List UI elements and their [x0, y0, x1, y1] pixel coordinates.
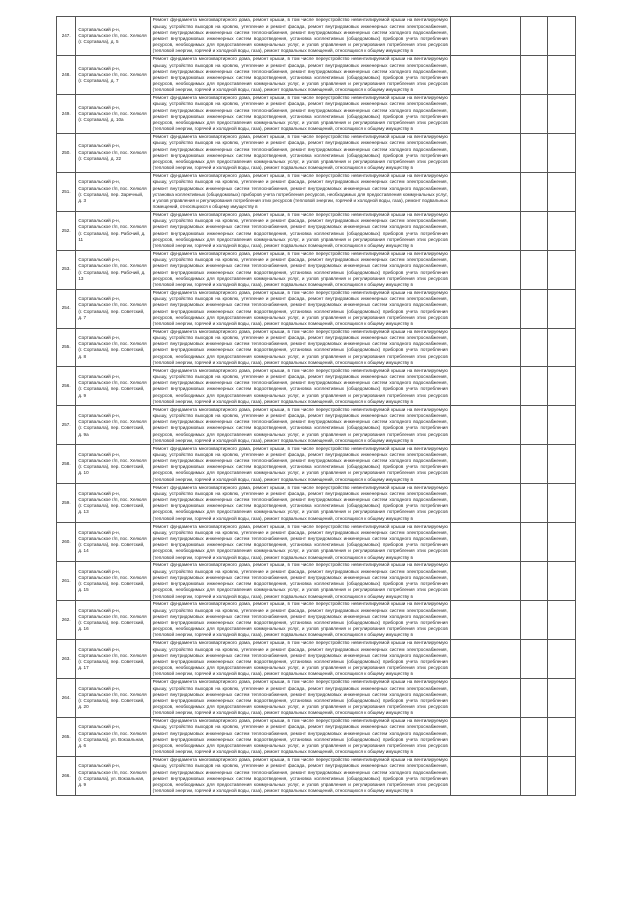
- works-text: Ремонт фундамента многоквартирного дома, ремонт крыши, в том числе переустройство невентилируемой крыши на вентилируемую крышу, устройство выходов на кровлю, утепление и ремонт фасада, ремонт внутридомовых инженерных систем электроснабжения, ремонт внутридомовых инженерных систем теплоснабжения, ремонт внутридомовых инженерных систем холодного водоснабжения, ремонт внутридомовых инженерных систем водоотведения, установка коллективных (общедомовых) приборов учета потребления ресурсов, необходимых для предоставления коммунальных услуг, и узлов управления и регулирования потребления этих ресурсов (тепловой энергии, горячей и холодной воды, газа), ремонт подвальных помещений, относящихся к общему имуществу в: [152, 17, 448, 54]
- address-cell: [76, 250, 150, 289]
- address: Сортавальское г/п, пос. Хелюля (г. Сортавала), пер. Советский, д. 20: [78, 691, 147, 710]
- year-value: [548, 678, 576, 717]
- settlement: Сортавальский р-н,: [78, 490, 120, 496]
- cadastral-value: [450, 211, 520, 250]
- address: Сортавальское г/п, пос. Хелюля (г. Сортавала), ул. Вокзальная, д. 9: [78, 769, 147, 787]
- year-value: [521, 406, 548, 445]
- address: Сортавальское г/п, пос. Хелюля (г. Сортавала), пер. Заречный, д. 3: [78, 185, 147, 203]
- address-cell: [76, 17, 150, 56]
- year-value: [521, 756, 548, 795]
- works-text: Ремонт фундамента многоквартирного дома, ремонт крыши, в том числе переустройство невентилируемой крыши на вентилируемую крышу, устройство выходов на кровлю, утепление и ремонт фасада, ремонт внутридомовых инженерных систем электроснабжения, ремонт внутридомовых инженерных систем теплоснабжения, ремонт внутридомовых инженерных систем холодного водоснабжения, ремонт внутридомовых инженерных систем водоотведения, установка коллективных (общедомовых) приборов учета потребления ресурсов, необходимых для предоставления коммунальных услуг, и узлов управления и регулирования потребления этих ресурсов (тепловой энергии, горячей и холодной воды, газа), ремонт подвальных помещений, относящихся к общему имуществу в: [152, 328, 448, 365]
- works-description: [150, 406, 450, 445]
- year-value: [548, 445, 576, 484]
- row-number: 261.: [57, 562, 76, 601]
- table-row: [57, 367, 576, 406]
- settlement: Сортавальский р-н,: [78, 257, 120, 263]
- year-value: [548, 640, 576, 679]
- year-value: [521, 172, 548, 211]
- works-description: [150, 367, 450, 406]
- year-value: [548, 756, 576, 795]
- works-description: [150, 717, 450, 756]
- address-cell: [76, 523, 150, 562]
- settlement: Сортавальский р-н,: [78, 296, 120, 302]
- year-value: [548, 250, 576, 289]
- works-description: [150, 211, 450, 250]
- works-text: Ремонт фундамента многоквартирного дома, ремонт крыши, в том числе переустройство невентилируемой крыши на вентилируемую крышу, устройство выходов на кровлю, утепление и ремонт фасада, ремонт внутридомовых инженерных систем электроснабжения, ремонт внутридомовых инженерных систем теплоснабжения, ремонт внутридомовых инженерных систем холодного водоснабжения, ремонт внутридомовых инженерных систем водоотведения, установка коллективных (общедомовых) приборов учета потребления ресурсов, необходимых для предоставления коммунальных услуг, и узлов управления и регулирования потребления этих ресурсов (тепловой энергии, горячей и холодной воды, газа), ремонт подвальных помещений, относящихся к общему имуществу в: [152, 134, 448, 171]
- year-value: [521, 640, 548, 679]
- year-value: [521, 94, 548, 133]
- row-number: 262.: [57, 601, 76, 640]
- address: Сортавальское г/п, пос. Хелюля (г. Сортавала), пер. Советский, д. 7: [78, 302, 147, 320]
- table-row: [57, 717, 576, 756]
- year-value: [521, 484, 548, 523]
- settlement: Сортавальский р-н,: [78, 451, 120, 457]
- cadastral-value: [450, 17, 520, 56]
- address: Сортавальское г/п, пос. Хелюля (г. Сортавала), пер. Советский, д. 17: [78, 652, 147, 671]
- address-cell: [76, 562, 150, 601]
- settlement: Сортавальский р-н,: [78, 607, 120, 613]
- table-row: [57, 562, 576, 601]
- works-description: [150, 523, 450, 562]
- year-value: [548, 523, 576, 562]
- capital-repair-table: [56, 16, 576, 796]
- cadastral-value: [450, 601, 520, 640]
- works-text: Ремонт фундамента многоквартирного дома, ремонт крыши, в том числе переустройство невентилируемой крыши на вентилируемую крышу, устройство выходов на кровлю, утепление и ремонт фасада, ремонт внутридомовых инженерных систем электроснабжения, ремонт внутридомовых инженерных систем теплоснабжения, ремонт внутридомовых инженерных систем холодного водоснабжения, ремонт внутридомовых инженерных систем водоотведения, установка коллективных (общедомовых) приборов учета потребления ресурсов, необходимых для предоставления коммунальных услуг, и узлов управления и регулирования потребления этих ресурсов (тепловой энергии, горячей и холодной воды, газа), ремонт подвальных помещений, относящихся к общему имуществу в: [152, 445, 448, 482]
- address: Сортавальское г/п, пос. Хелюля (г. Сортавала), д. 7: [78, 71, 147, 83]
- works-description: [150, 17, 450, 56]
- year-value: [521, 523, 548, 562]
- address-cell: [76, 445, 150, 484]
- address-cell: [76, 289, 150, 328]
- row-number: 259.: [57, 484, 76, 523]
- year-value: [521, 445, 548, 484]
- address-cell: [76, 406, 150, 445]
- table-row: [57, 445, 576, 484]
- address-cell: [76, 172, 150, 211]
- address: Сортавальское г/п, пос. Хелюля (г. Сортавала), пер. Советский, д. 13: [78, 497, 147, 515]
- address: Сортавальское г/п, пос. Хелюля (г. Сортавала), пер. Советский, д. 8: [78, 341, 147, 359]
- table-row: [57, 94, 576, 133]
- settlement: Сортавальский р-н,: [78, 26, 120, 32]
- works-description: [150, 172, 450, 211]
- row-number: 256.: [57, 367, 76, 406]
- works-description: [150, 289, 450, 328]
- address-cell: [76, 717, 150, 756]
- year-value: [548, 211, 576, 250]
- table-body: [57, 17, 576, 796]
- table-row: [57, 678, 576, 717]
- works-text: Ремонт фундамента многоквартирного дома, ремонт крыши, в том числе переустройство невентилируемой крыши на вентилируемую крышу, устройство выходов на кровлю, утепление и ремонт фасада, ремонт внутридомовых инженерных систем электроснабжения, ремонт внутридомовых инженерных систем теплоснабжения, ремонт внутридомовых инженерных систем холодного водоснабжения, ремонт внутридомовых инженерных систем водоотведения, установка коллективных (общедомовых) приборов учета потребления ресурсов, необходимых для предоставления коммунальных услуг, и узлов управления и регулирования потребления этих ресурсов (тепловой энергии, горячей и холодной воды, газа), ремонт подвальных помещений, относящихся к общему имуществу в: [152, 212, 448, 249]
- row-number: 252.: [57, 211, 76, 250]
- table-row: [57, 601, 576, 640]
- address: Сортавальское г/п, пос. Хелюля (г. Сортавала), пер. Советский, д. 9: [78, 380, 147, 398]
- row-number: 250.: [57, 133, 76, 172]
- cadastral-value: [450, 250, 520, 289]
- works-description: [150, 133, 450, 172]
- works-text: Ремонт фундамента многоквартирного дома, ремонт крыши, в том числе переустройство невентилируемой крыши на вентилируемую крышу, устройство выходов на кровлю, утепление и ремонт фасада, ремонт внутридомовых инженерных систем электроснабжения, ремонт внутридомовых инженерных систем теплоснабжения, ремонт внутридомовых инженерных систем холодного водоснабжения, установка коллективных (общедомовых) приборов учета потребления ресурсов, необходимых для предоставления коммунальных услуг, и узлов управления и регулирования потребления этих ресурсов (тепловой энергии, горячей и холодной воды, газа), ремонт подвальных помещений, относящихся к общему имуществу в: [152, 173, 448, 210]
- works-text: Ремонт фундамента многоквартирного дома, ремонт крыши, в том числе переустройство невентилируемой крыши на вентилируемую крышу, устройство выходов на кровлю, утепление и ремонт фасада, ремонт внутридомовых инженерных систем электроснабжения, ремонт внутридомовых инженерных систем теплоснабжения, ремонт внутридомовых инженерных систем холодного водоснабжения, ремонт внутридомовых инженерных систем водоотведения, установка коллективных (общедомовых) приборов учета потребления ресурсов, необходимых для предоставления коммунальных услуг, и узлов управления и регулирования потребления этих ресурсов (тепловой энергии, горячей и холодной воды, газа), ремонт подвальных помещений, относящихся к общему имуществу в: [152, 250, 448, 287]
- settlement: Сортавальский р-н,: [78, 335, 120, 341]
- address: Сортавальское г/п, пос. Хелюля (г. Сортавала), пер. Советский, д. 10: [78, 458, 147, 476]
- row-number: 251.: [57, 172, 76, 211]
- address: Сортавальское г/п, пос. Хелюля (г. Сортавала), д. 10а: [78, 110, 147, 122]
- row-number: 247.: [57, 17, 76, 56]
- address: Сортавальское г/п, пос. Хелюля (г. Сортавала), пер. Рабочий, д. 11: [78, 224, 147, 242]
- year-value: [521, 133, 548, 172]
- row-number: 248.: [57, 55, 76, 94]
- works-description: [150, 756, 450, 795]
- address-cell: [76, 640, 150, 679]
- table-row: [57, 640, 576, 679]
- settlement: Сортавальский р-н,: [78, 143, 120, 149]
- year-value: [548, 562, 576, 601]
- table-row: [57, 289, 576, 328]
- row-number: 257.: [57, 406, 76, 445]
- works-text: Ремонт фундамента многоквартирного дома, ремонт крыши, в том числе переустройство невентилируемой крыши на вентилируемую крышу, устройство выходов на кровлю, утепление и ремонт фасада, ремонт внутридомовых инженерных систем электроснабжения, ремонт внутридомовых инженерных систем теплоснабжения, ремонт внутридомовых инженерных систем холодного водоснабжения, ремонт внутридомовых инженерных систем водоотведения, установка коллективных (общедомовых) приборов учета потребления ресурсов, необходимых для предоставления коммунальных услуг, и узлов управления и регулирования потребления этих ресурсов (тепловой энергии, горячей и холодной воды, газа), ремонт подвальных помещений, относящихся к общему имуществу в: [152, 679, 448, 716]
- cadastral-value: [450, 678, 520, 717]
- address: Сортавальское г/п, пос. Хелюля (г. Сортавала), д. 22: [78, 149, 147, 161]
- works-text: Ремонт фундамента многоквартирного дома, ремонт крыши, в том числе переустройство невентилируемой крыши на вентилируемую крышу, устройство выходов на кровлю, утепление и ремонт фасада, ремонт внутридомовых инженерных систем электроснабжения, ремонт внутридомовых инженерных систем теплоснабжения, ремонт внутридомовых инженерных систем холодного водоснабжения, ремонт внутридомовых инженерных систем водоотведения, установка коллективных (общедомовых) приборов учета потребления ресурсов, необходимых для предоставления коммунальных услуг, и узлов управления и регулирования потребления этих ресурсов (тепловой энергии, горячей и холодной воды, газа), ремонт подвальных помещений, относящихся к общему имуществу в: [152, 757, 448, 794]
- address-cell: [76, 367, 150, 406]
- works-description: [150, 250, 450, 289]
- year-value: [548, 289, 576, 328]
- cadastral-value: [450, 55, 520, 94]
- works-text: Ремонт фундамента многоквартирного дома, ремонт крыши, в том числе переустройство невентилируемой крыши на вентилируемую крышу, устройство выходов на кровлю, утепление и ремонт фасада, ремонт внутридомовых инженерных систем электроснабжения, ремонт внутридомовых инженерных систем теплоснабжения, ремонт внутридомовых инженерных систем холодного водоснабжения, ремонт внутридомовых инженерных систем водоотведения, установка коллективных (общедомовых) приборов учета потребления ресурсов, необходимых для предоставления коммунальных услуг, и узлов управления и регулирования потребления этих ресурсов (тепловой энергии, горячей и холодной воды, газа), ремонт подвальных помещений, относящихся к общему имуществу в: [152, 484, 448, 521]
- address-cell: [76, 756, 150, 795]
- works-text: Ремонт фундамента многоквартирного дома, ремонт крыши, в том числе переустройство невентилируемой крыши на вентилируемую крышу, устройство выходов на кровлю, утепление и ремонт фасада, ремонт внутридомовых инженерных систем электроснабжения, ремонт внутридомовых инженерных систем теплоснабжения, ремонт внутридомовых инженерных систем холодного водоснабжения, ремонт внутридомовых инженерных систем водоотведения, установка коллективных (общедомовых) приборов учета потребления ресурсов, необходимых для предоставления коммунальных услуг, и узлов управления и регулирования потребления этих ресурсов (тепловой энергии, горячей и холодной воды, газа), ремонт подвальных помещений, относящихся к общему имуществу в: [152, 367, 448, 404]
- works-description: [150, 55, 450, 94]
- row-number: 260.: [57, 523, 76, 562]
- address: Сортавальское г/п, пос. Хелюля (г. Сортавала), пер. Советский, д. 14: [78, 535, 147, 554]
- settlement: Сортавальский р-н,: [78, 179, 120, 185]
- works-description: [150, 94, 450, 133]
- cadastral-value: [450, 406, 520, 445]
- year-value: [521, 55, 548, 94]
- cadastral-value: [450, 484, 520, 523]
- works-description: [150, 678, 450, 717]
- cadastral-value: [450, 523, 520, 562]
- address-cell: [76, 133, 150, 172]
- table-row: [57, 133, 576, 172]
- address-cell: [76, 678, 150, 717]
- settlement: Сортавальский р-н,: [78, 685, 120, 691]
- year-value: [548, 172, 576, 211]
- table-row: [57, 756, 576, 795]
- table-row: [57, 484, 576, 523]
- year-value: [548, 94, 576, 133]
- year-value: [548, 55, 576, 94]
- address: Сортавальское г/п, пос. Хелюля (г. Сортавала), пер. Советский, д. 15: [78, 574, 147, 593]
- settlement: Сортавальский р-н,: [78, 724, 120, 730]
- address-cell: [76, 94, 150, 133]
- address-cell: [76, 211, 150, 250]
- address-cell: [76, 328, 150, 367]
- address: Сортавальское г/п, пос. Хелюля (г. Сортавала), д. 5: [78, 32, 147, 45]
- row-number: 249.: [57, 94, 76, 133]
- address: Сортавальское г/п, пос. Хелюля (г. Сортавала), ул. Вокзальная, д. 6: [78, 730, 147, 749]
- settlement: Сортавальский р-н,: [78, 646, 120, 652]
- year-value: [548, 717, 576, 756]
- cadastral-value: [450, 640, 520, 679]
- year-value: [521, 601, 548, 640]
- year-value: [548, 406, 576, 445]
- row-number: 265.: [57, 717, 76, 756]
- year-value: [521, 562, 548, 601]
- row-number: 258.: [57, 445, 76, 484]
- row-number: 263.: [57, 640, 76, 679]
- row-number: 255.: [57, 328, 76, 367]
- address-cell: [76, 484, 150, 523]
- year-value: [521, 211, 548, 250]
- settlement: Сортавальский р-н,: [78, 529, 120, 535]
- cadastral-value: [450, 367, 520, 406]
- year-value: [548, 17, 576, 56]
- row-number: 253.: [57, 250, 76, 289]
- year-value: [521, 367, 548, 406]
- cadastral-value: [450, 562, 520, 601]
- address: Сортавальское г/п, пос. Хелюля (г. Сортавала), пер. Советский, д. 16: [78, 613, 147, 632]
- table-row: [57, 211, 576, 250]
- row-number: 254.: [57, 289, 76, 328]
- works-text: Ремонт фундамента многоквартирного дома, ремонт крыши, в том числе переустройство невентилируемой крыши на вентилируемую крышу, устройство выходов на кровлю, утепление и ремонт фасада, ремонт внутридомовых инженерных систем электроснабжения, ремонт внутридомовых инженерных систем теплоснабжения, ремонт внутридомовых инженерных систем холодного водоснабжения, ремонт внутридомовых инженерных систем водоотведения, установка коллективных (общедомовых) приборов учета потребления ресурсов, необходимых для предоставления коммунальных услуг, и узлов управления и регулирования потребления этих ресурсов (тепловой энергии, горячей и холодной воды, газа), ремонт подвальных помещений, относящихся к общему имуществу в: [152, 406, 448, 443]
- year-value: [548, 601, 576, 640]
- cadastral-value: [450, 94, 520, 133]
- works-text: Ремонт фундамента многоквартирного дома, ремонт крыши, в том числе переустройство невентилируемой крыши на вентилируемую крышу, устройство выходов на кровлю, утепление и ремонт фасада, ремонт внутридомовых инженерных систем электроснабжения, ремонт внутридомовых инженерных систем теплоснабжения, ремонт внутридомовых инженерных систем холодного водоснабжения, ремонт внутридомовых инженерных систем водоотведения, установка коллективных (общедомовых) приборов учета потребления ресурсов, необходимых для предоставления коммунальных услуг, и узлов управления и регулирования потребления этих ресурсов (тепловой энергии, горячей и холодной воды, газа), ремонт подвальных помещений, относящихся к общему имуществу в: [152, 523, 448, 560]
- year-value: [521, 250, 548, 289]
- cadastral-value: [450, 445, 520, 484]
- works-description: [150, 601, 450, 640]
- settlement: Сортавальский р-н,: [78, 65, 120, 71]
- table-row: [57, 523, 576, 562]
- cadastral-value: [450, 289, 520, 328]
- settlement: Сортавальский р-н,: [78, 412, 120, 418]
- works-description: [150, 562, 450, 601]
- cadastral-value: [450, 133, 520, 172]
- works-description: [150, 445, 450, 484]
- works-text: Ремонт фундамента многоквартирного дома, ремонт крыши, в том числе переустройство невентилируемой крыши на вентилируемую крышу, устройство выходов на кровлю, утепление и ремонт фасада, ремонт внутридомовых инженерных систем электроснабжения, ремонт внутридомовых инженерных систем теплоснабжения, ремонт внутридомовых инженерных систем холодного водоснабжения, ремонт внутридомовых инженерных систем водоотведения, установка коллективных (общедомовых) приборов учета потребления ресурсов, необходимых для предоставления коммунальных услуг, и узлов управления и регулирования потребления этих ресурсов (тепловой энергии, горячей и холодной воды, газа), ремонт подвальных помещений, относящихся к общему имуществу в: [152, 289, 448, 326]
- cadastral-value: [450, 717, 520, 756]
- works-text: Ремонт фундамента многоквартирного дома, ремонт крыши, в том числе переустройство невентилируемой крыши на вентилируемую крышу, устройство выходов на кровлю, утепление и ремонт фасада, ремонт внутридомовых инженерных систем электроснабжения, ремонт внутридомовых инженерных систем теплоснабжения, ремонт внутридомовых инженерных систем холодного водоснабжения, ремонт внутридомовых инженерных систем водоотведения, установка коллективных (общедомовых) приборов учета потребления ресурсов, необходимых для предоставления коммунальных услуг, и узлов управления и регулирования потребления этих ресурсов (тепловой энергии, горячей и холодной воды, газа), ремонт подвальных помещений, относящихся к общему имуществу в: [152, 718, 448, 755]
- address: Сортавальское г/п, пос. Хелюля (г. Сортавала), пер. Советский, д. 9а: [78, 419, 147, 437]
- year-value: [548, 484, 576, 523]
- table-row: [57, 406, 576, 445]
- works-text: Ремонт фундамента многоквартирного дома, ремонт крыши, в том числе переустройство невентилируемой крыши на вентилируемую крышу, устройство выходов на кровлю, утепление и ремонт фасада, ремонт внутридомовых инженерных систем электроснабжения, ремонт внутридомовых инженерных систем теплоснабжения, ремонт внутридомовых инженерных систем холодного водоснабжения, ремонт внутридомовых инженерных систем водоотведения, установка коллективных (общедомовых) приборов учета потребления ресурсов, необходимых для предоставления коммунальных услуг, и узлов управления и регулирования потребления этих ресурсов (тепловой энергии, горячей и холодной воды, газа), ремонт подвальных помещений, относящихся к общему имуществу в: [152, 562, 448, 599]
- year-value: [521, 678, 548, 717]
- works-text: Ремонт фундамента многоквартирного дома, ремонт крыши, в том числе переустройство невентилируемой крыши на вентилируемую крышу, устройство выходов на кровлю, утепление и ремонт фасада, ремонт внутридомовых инженерных систем электроснабжения, ремонт внутридомовых инженерных систем теплоснабжения, ремонт внутридомовых инженерных систем холодного водоснабжения, ремонт внутридомовых инженерных систем водоотведения, установка коллективных (общедомовых) приборов учета потребления ресурсов, необходимых для предоставления коммунальных услуг, и узлов управления и регулирования потребления этих ресурсов (тепловой энергии, горячей и холодной воды, газа), ремонт подвальных помещений, относящихся к общему имуществу в: [152, 56, 448, 93]
- row-number: 266.: [57, 756, 76, 795]
- table-row: [57, 328, 576, 367]
- settlement: Сортавальский р-н,: [78, 104, 120, 110]
- works-description: [150, 328, 450, 367]
- address-cell: [76, 601, 150, 640]
- settlement: Сортавальский р-н,: [78, 374, 120, 379]
- year-value: [521, 717, 548, 756]
- year-value: [548, 328, 576, 367]
- settlement: Сортавальский р-н,: [78, 568, 120, 574]
- year-value: [548, 367, 576, 406]
- works-text: Ремонт фундамента многоквартирного дома, ремонт крыши, в том числе переустройство невентилируемой крыши на вентилируемую крышу, устройство выходов на кровлю, утепление и ремонт фасада, ремонт внутридомовых инженерных систем электроснабжения, ремонт внутридомовых инженерных систем теплоснабжения, ремонт внутридомовых инженерных систем холодного водоснабжения, ремонт внутридомовых инженерных систем водоотведения, установка коллективных (общедомовых) приборов учета потребления ресурсов, необходимых для предоставления коммунальных услуг, и узлов управления и регулирования потребления этих ресурсов (тепловой энергии, горячей и холодной воды, газа), ремонт подвальных помещений, относящихся к общему имуществу в: [152, 601, 448, 638]
- settlement: Сортавальский р-н,: [78, 218, 120, 224]
- table-row: [57, 250, 576, 289]
- year-value: [548, 133, 576, 172]
- works-description: [150, 484, 450, 523]
- year-value: [521, 289, 548, 328]
- table-row: [57, 55, 576, 94]
- works-text: Ремонт фундамента многоквартирного дома, ремонт крыши, в том числе переустройство невентилируемой крыши на вентилируемую крышу, устройство выходов на кровлю, утепление и ремонт фасада, ремонт внутридомовых инженерных систем электроснабжения, ремонт внутридомовых инженерных систем теплоснабжения, ремонт внутридомовых инженерных систем холодного водоснабжения, ремонт внутридомовых инженерных систем водоотведения, установка коллективных (общедомовых) приборов учета потребления ресурсов, необходимых для предоставления коммунальных услуг, и узлов управления и регулирования потребления этих ресурсов (тепловой энергии, горячей и холодной воды, газа), ремонт подвальных помещений, относящихся к общему имуществу в: [152, 640, 448, 677]
- address: Сортавальское г/п, пос. Хелюля (г. Сортавала), пер. Рабочий, д. 13: [78, 263, 147, 281]
- cadastral-value: [450, 328, 520, 367]
- table-row: [57, 17, 576, 56]
- cadastral-value: [450, 756, 520, 795]
- settlement: Сортавальский р-н,: [78, 763, 120, 769]
- address-cell: [76, 55, 150, 94]
- works-description: [150, 640, 450, 679]
- year-value: [521, 17, 548, 56]
- cadastral-value: [450, 172, 520, 211]
- year-value: [521, 328, 548, 367]
- row-number: 264.: [57, 678, 76, 717]
- works-text: Ремонт фундамента многоквартирного дома, ремонт крыши, в том числе переустройство невентилируемой крыши на вентилируемую крышу, устройство выходов на кровлю, утепление и ремонт фасада, ремонт внутридомовых инженерных систем электроснабжения, ремонт внутридомовых инженерных систем теплоснабжения, ремонт внутридомовых инженерных систем холодного водоснабжения, ремонт внутридомовых инженерных систем водоотведения, установка коллективных (общедомовых) приборов учета потребления ресурсов, необходимых для предоставления коммунальных услуг, и узлов управления и регулирования потребления этих ресурсов (тепловой энергии, горячей и холодной воды, газа), ремонт подвальных помещений, относящихся к общему имуществу в: [152, 95, 448, 132]
- table-row: [57, 172, 576, 211]
